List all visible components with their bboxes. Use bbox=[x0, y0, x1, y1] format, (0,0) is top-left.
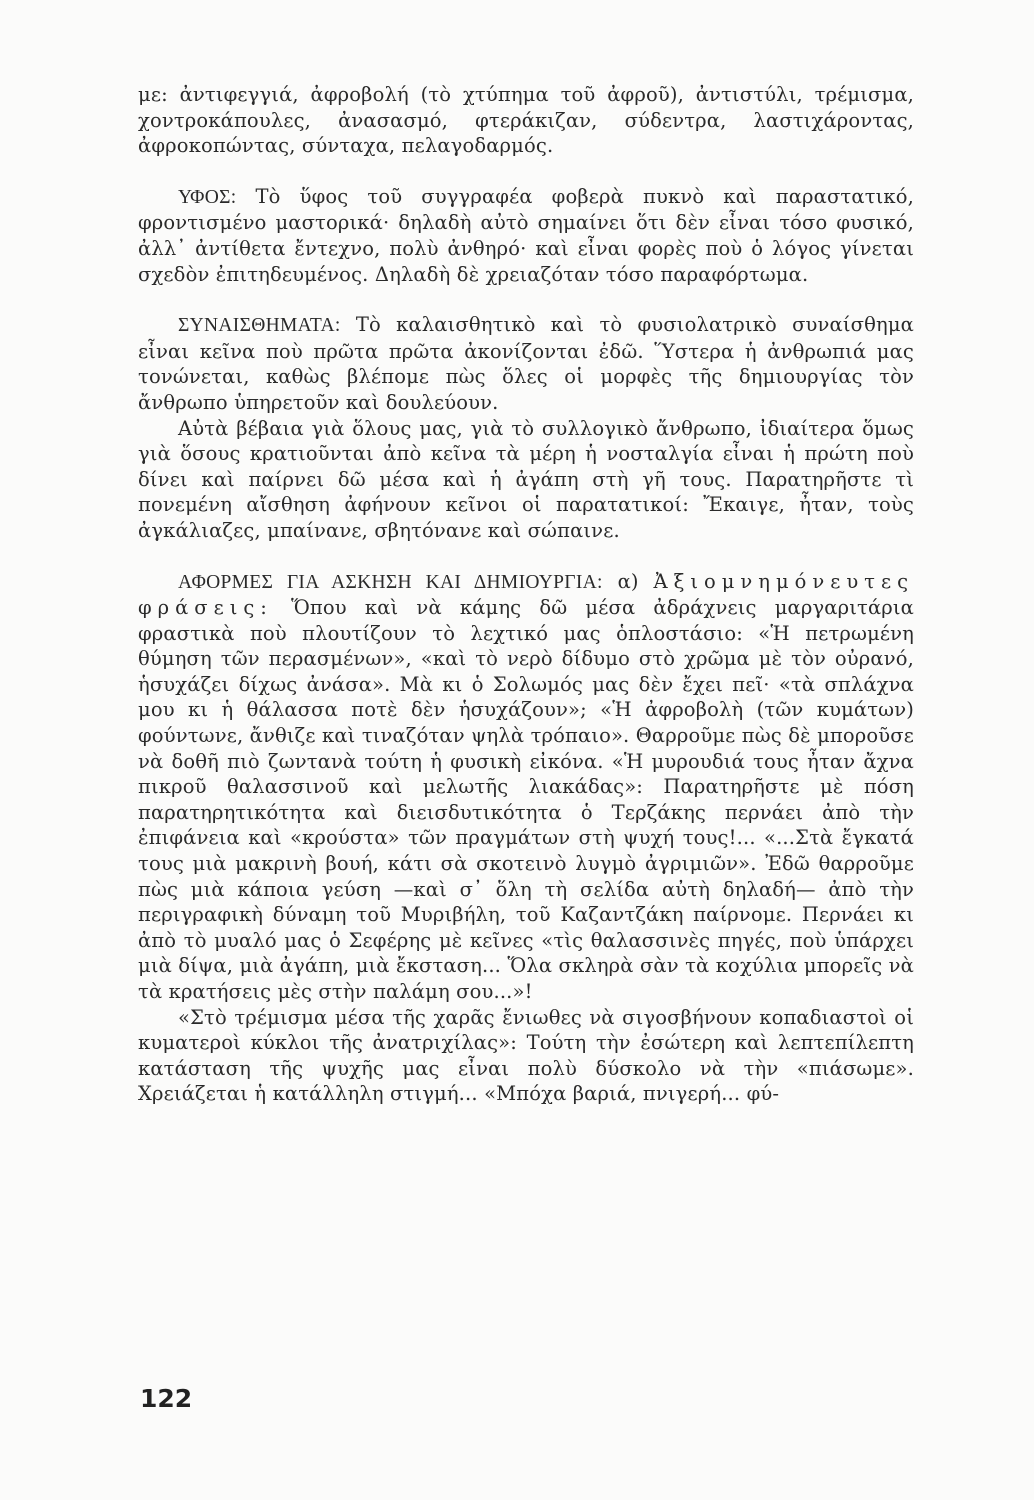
section-heading-style: ΥΦΟΣ: bbox=[178, 186, 237, 208]
paragraph-feelings-text: Τὸ καλαισθητικὸ καὶ τὸ φυσιολατρικὸ συναίσθημα εἶναι κεῖνα ποὺ πρῶτα πρῶτα ἀκονίζονται ἐδῶ. Ὕστερα ἡ ἀνθρωπιά μας τονώνεται, καθὼς βλέπομε πὼς ὅλες οἱ μορφὲς τῆς δημιουργίας τὸν ἄνθρωπο ὑπηρετοῦν καὶ δουλεύουν. bbox=[138, 313, 914, 414]
paragraph-vocabulary: με: ἀντιφεγγιά, ἀφροβολή (τὸ χτύπημα τοῦ ἀφροῦ), ἀντιστύλι, τρέμισμα, χοντροκάπουλες, ἀνασασμό, φτεράκιζαν, σύδεντρα, λαστιχάροντας, ἀφροκοπώντας, σύνταχα, πελαγοδαρμός. bbox=[138, 83, 914, 158]
paragraph-style-text: Τὸ ὕφος τοῦ συγγραφέα φοβερὰ πυκνὸ καὶ παραστατικό, φροντισμένο μαστορικά· δηλαδὴ αὐτὸ σημαίνει ὅτι δὲν εἶναι τόσο φυσικό, ἀλλ᾽ ἀντίθετα ἔντεχνο, πολὺ ἀνθηρό· καὶ εἶναι φορὲς ποὺ ὁ λόγος γίνεται σχεδὸν ἐπιτηδευμένος. Δηλαδὴ δὲ χρειαζόταν τόσο παραφόρτωμα. bbox=[138, 184, 914, 286]
paragraph-trembling: «Στὸ τρέμισμα μέσα τῆς χαρᾶς ἔνιωθες νὰ σιγοσβήνουν κοπαδιαστοὶ οἱ κυματεροὶ κύκλοι τῆς ἀνατριχίλας»: Τούτη τὴν ἐσώτερη καὶ λεπτεπίλεπτη κατάσταση τῆς ψυχῆς μας εἶναι πολὺ δύσκολο νὰ τὴν «πιάσωμε». Χρειάζεται ἡ κατάλληλη στιγμή... «Μπόχα βαριά, πνιγερή... φύ- bbox=[138, 1005, 914, 1106]
page-body bbox=[138, 82, 914, 1107]
spaced-subheading: Ἀξιομνημόνευτες φράσεις: bbox=[138, 569, 914, 620]
section-heading-exercises: ΑΦΟΡΜΕΣ ΓΙΑ ΑΣΚΗΣΗ ΚΑΙ ΔΗΜΙΟΥΡΓΙΑ: bbox=[178, 571, 603, 593]
paragraph-exercises bbox=[138, 569, 914, 1005]
section-heading-feelings: ΣΥΝΑΙΣΘΗΜΑΤΑ: bbox=[178, 315, 341, 337]
paragraph-feelings bbox=[138, 312, 914, 415]
paragraph-exercises-text: Ὅπου καὶ νὰ κάμης δῶ μέσα ἀδράχνεις μαργαριτάρια φραστικὰ ποὺ πλουτίζουν τὸ λεχτικό μας ὁπλοστάσιο: «Ἡ πετρωμένη θύμηση τῶν περασμένων», «καὶ τὸ νερὸ δίδυμο στὸ χρῶμα μὲ τὸν οὐρανό, ἡσυχάζει δίχως ἀνάσα». Μὰ κι ὁ Σολωμός μας δὲν ἔχει πεῖ· «τὰ σπλάχνα μου κι ἡ θάλασσα ποτὲ δὲν ἡσυχάζουν»; «Ἡ ἀφροβολὴ (τῶν κυμάτων) φούντωνε, ἄνθιζε καὶ τιναζόταν ψηλὰ τρόπαιο». Θαρροῦμε πὼς δὲ μποροῦσε νὰ δοθῆ πιὸ ζωντανὰ τούτη ἡ φυσικὴ εἰκόνα. «Ἡ μυρουδιά τους ἦταν ἄχνα πικροῦ θαλασσινοῦ καὶ μελωτῆς λιακάδας»: Παρατηρῆστε μὲ πόση παρατηρητικότητα καὶ διεισδυτικότητα ὁ Τερζάκης περνάει ἀπὸ τὴν ἐπιφάνεια καὶ «κρούστα» τῶν πραγμάτων στὴ ψυχή τους!... «...Στὰ ἔγκατά τους μιὰ μακρινὴ βουή, κάτι σὰ σκοτεινὸ λυγμὸ ἀγριμιῶν». Ἐδῶ θαρροῦμε πὼς μιὰ κάποια γεύση —καὶ σ᾽ ὅλη τὴ σελίδα αὐτὴ δηλαδή— ἀπὸ τὴν περιγραφικὴ δύναμη τοῦ Μυριβήλη, τοῦ Καζαντζάκη παίρνομε. Περνάει κι ἀπὸ τὸ μυαλό μας ὁ Σεφέρης μὲ κεῖνες «τὶς θαλασσινὲς πηγές, ποὺ ὑπάρχει μιὰ δίψα, μιὰ ἀγάπη, μιὰ ἔκσταση... Ὅλα σκληρὰ σὰν τὰ κοχύλια μπορεῖς νὰ τὰ κρατήσεις μὲς στὴν παλάμη σου...»! bbox=[138, 596, 914, 1003]
exercise-item-label: α) bbox=[602, 569, 654, 593]
paragraph-style bbox=[138, 184, 914, 287]
paragraph-nostalgia: Αὐτὰ βέβαια γιὰ ὅλους μας, γιὰ τὸ συλλογικὸ ἄνθρωπο, ἰδιαίτερα ὅμως γιὰ ὅσους κρατιοῦνται ἀπὸ κεῖνα τὰ μέρη ἡ νοσταλγία εἶναι ἡ πρώτη ποὺ δίνει καὶ παίρνει δῶ μέσα καὶ ἡ ἀγάπη στὴ γῆ τους. Παρατηρῆστε τὶ πονεμένη αἴσθηση ἀφήνουν κεῖνοι οἱ παρατατικοί: Ἔκαιγε, ἦταν, τοὺς ἀγκάλιαζες, μπαίνανε, σβητόνανε καὶ σώπαινε. bbox=[138, 416, 914, 542]
page-number: 122 bbox=[140, 1384, 193, 1413]
